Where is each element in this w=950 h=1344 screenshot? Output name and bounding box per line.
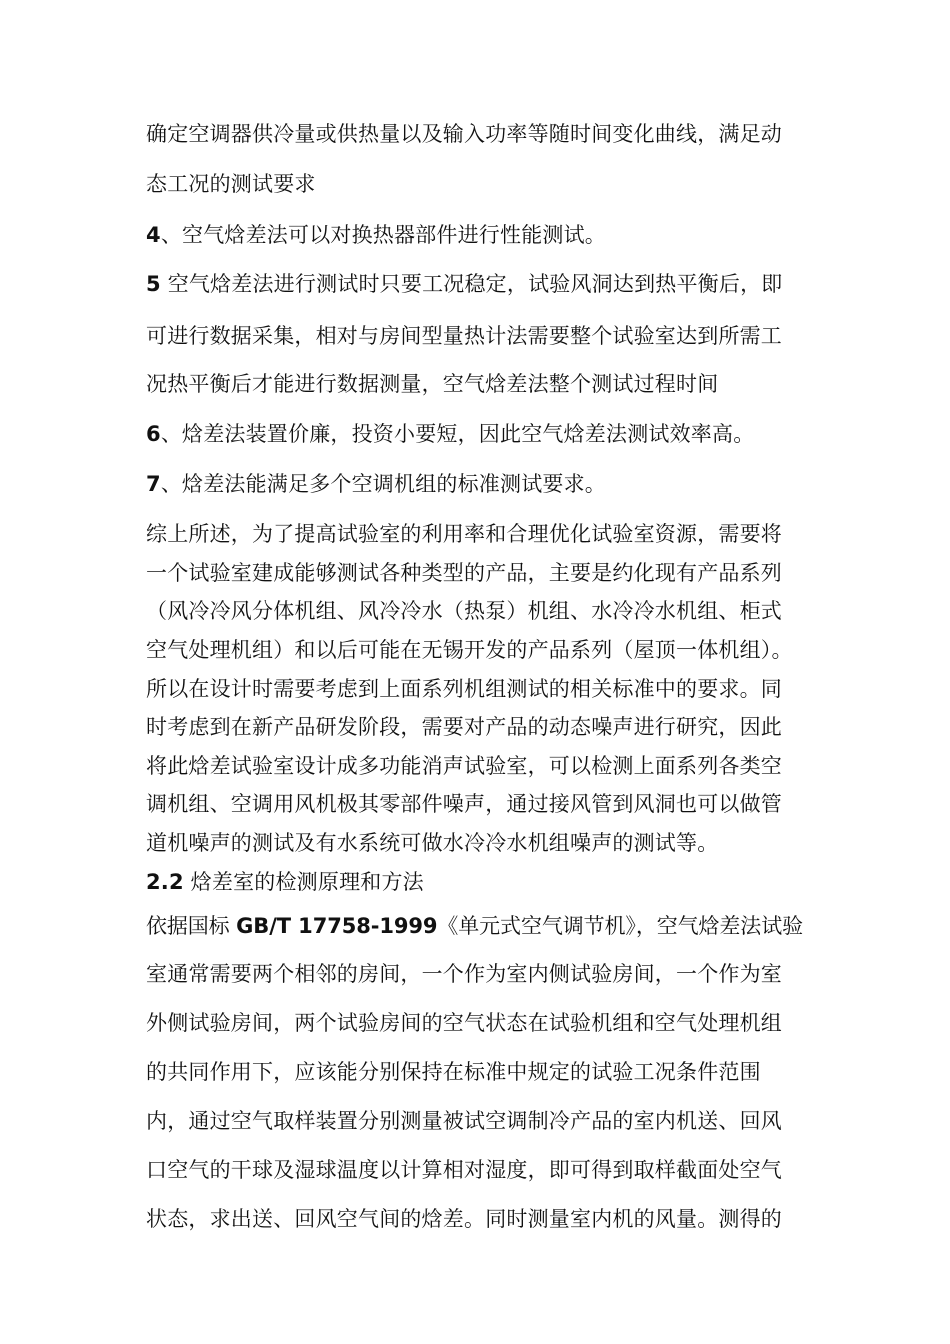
text-line: 的共同作用下，应该能分别保持在标准中规定的试验工况条件范围 bbox=[146, 1060, 761, 1084]
list-item-5 bbox=[146, 270, 783, 298]
item-number: 6 bbox=[146, 422, 161, 446]
text-line: 调机组、空调用风机极其零部件噪声，通过接风管到风洞也可以做管 bbox=[146, 792, 782, 816]
text-line: 一个试验室建成能够测试各种类型的产品，主要是约化现有产品系列 bbox=[146, 561, 782, 585]
item-number: 7 bbox=[146, 472, 161, 496]
section-heading bbox=[146, 868, 424, 896]
text-line: 况热平衡后才能进行数据测量，空气焓差法整个测试过程时间 bbox=[146, 372, 719, 396]
text-line: （风冷冷风分体机组、风冷冷水（热泵）机组、水冷冷水机组、柜式 bbox=[146, 599, 782, 623]
item-number: 4 bbox=[146, 223, 161, 247]
text-line: 室通常需要两个相邻的房间，一个作为室内侧试验房间，一个作为室 bbox=[146, 962, 782, 986]
text-line: 所以在设计时需要考虑到上面系列机组测试的相关标准中的要求。同 bbox=[146, 677, 782, 701]
text-run: 《单元式空气调节机》，空气焓差法试验 bbox=[437, 914, 803, 938]
item-text: 空气焓差法进行测试时只要工况稳定，试验风洞达到热平衡后，即 bbox=[160, 272, 783, 296]
text-run: 依据国标 bbox=[146, 914, 237, 938]
section-number: 2.2 bbox=[146, 870, 184, 894]
text-line: 内，通过空气取样装置分别测量被试空调制冷产品的室内机送、回风 bbox=[146, 1109, 782, 1133]
text-line: 道机噪声的测试及有水系统可做水冷冷水机组噪声的测试等。 bbox=[146, 831, 719, 855]
text-line: 态工况的测试要求 bbox=[146, 172, 316, 196]
item-text: 、空气焓差法可以对换热器部件进行性能测试。 bbox=[160, 223, 607, 247]
text-line: 空气处理机组）和以后可能在无锡开发的产品系列（屋顶一体机组）。 bbox=[146, 638, 793, 662]
standard-code: GB/T 17758-1999 bbox=[236, 914, 438, 938]
item-number: 5 bbox=[146, 272, 161, 296]
list-item-4 bbox=[146, 221, 606, 249]
text-line: 可进行数据采集，相对与房间型量热计法需要整个试验室达到所需工 bbox=[146, 324, 782, 348]
text-line: 状态，求出送、回风空气间的焓差。同时测量室内机的风量。测得的 bbox=[146, 1207, 782, 1231]
item-text: 、焓差法能满足多个空调机组的标准测试要求。 bbox=[160, 472, 607, 496]
list-item-6 bbox=[146, 420, 754, 448]
text-line: 确定空调器供冷量或供热量以及输入功率等随时间变化曲线，满足动 bbox=[146, 122, 782, 146]
text-line: 时考虑到在新产品研发阶段，需要对产品的动态噪声进行研究，因此 bbox=[146, 715, 782, 739]
text-line bbox=[146, 912, 803, 940]
item-text: 、焓差法装置价廉，投资小要短，因此空气焓差法测试效率高。 bbox=[160, 422, 755, 446]
list-item-7 bbox=[146, 470, 606, 498]
text-line: 综上所述，为了提高试验室的利用率和合理优化试验室资源，需要将 bbox=[146, 522, 782, 546]
text-line: 将此焓差试验室设计成多功能消声试验室，可以检测上面系列各类空 bbox=[146, 754, 782, 778]
section-title: 焓差室的检测原理和方法 bbox=[183, 870, 424, 894]
text-line: 外侧试验房间，两个试验房间的空气状态在试验机组和空气处理机组 bbox=[146, 1011, 782, 1035]
text-line: 口空气的干球及湿球温度以计算相对湿度，即可得到取样截面处空气 bbox=[146, 1158, 782, 1182]
